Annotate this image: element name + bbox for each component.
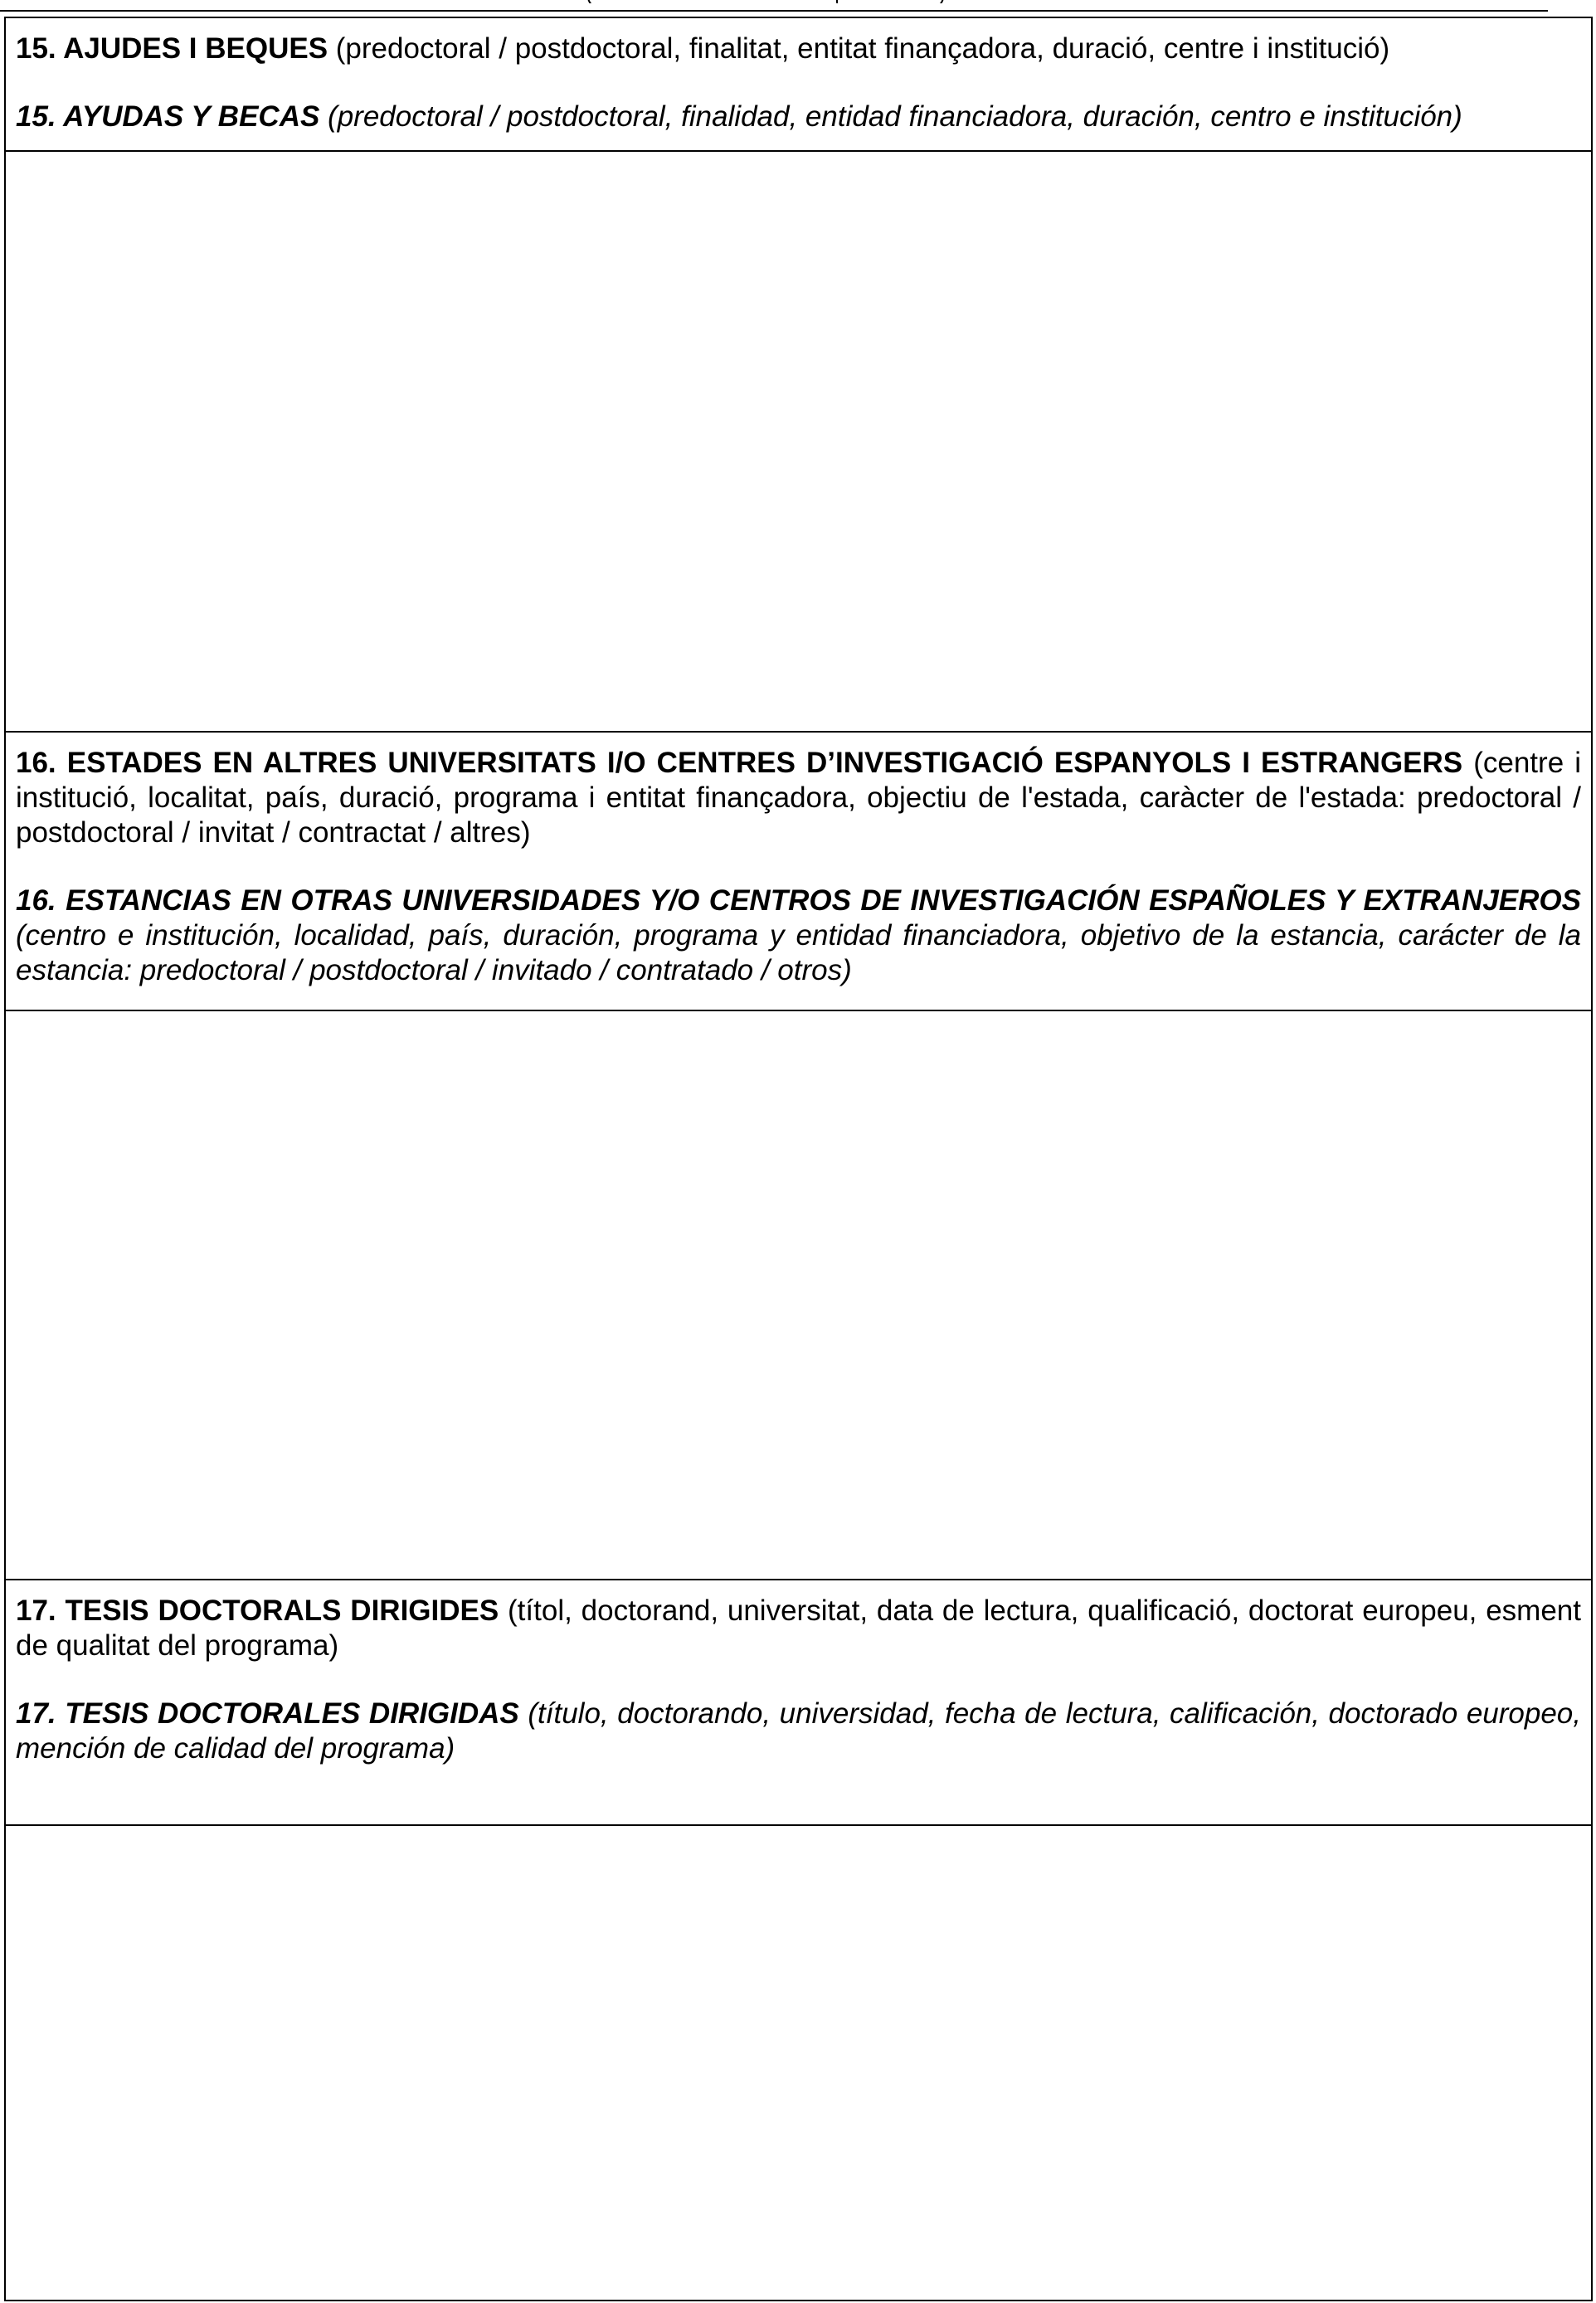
section-17-catalan-heading [16,1594,1581,1663]
section-17-spanish-heading [16,1697,1581,1766]
section-16-spanish-detail: (centro e institución, localidad, país, duración, programa y entidad financiadora, objetivo de la estancia, carácter de la estancia: predoctoral / postdoctoral / invitado / contratado / otros) [16,919,1581,986]
section-16-spanish-title: 16. ESTANCIAS EN OTRAS UNIVERSIDADES Y/O CENTROS DE INVESTIGACIÓN ESPAÑOLES Y EXTRANJEROS [16,884,1581,917]
section-16-catalan-detail: (centre i institució, localitat, país, duració, programa i entitat finançadora, objectiu de l'estada, caràcter de l'estada: predoctoral / postdoctoral / invitat / contractat / altres) [16,747,1582,849]
section-15-catalan-detail: (predoctoral / postdoctoral, finalitat, entitat finançadora, duració, centre i institució) [328,32,1390,65]
section-16-catalan-title: 16. ESTADES EN ALTRES UNIVERSITATS I/O CENTRES D’INVESTIGACIÓ ESPANYOLS I ESTRANGERS [16,747,1463,779]
section-17-answer-area[interactable] [6,1826,1591,2300]
previous-section-fragment [587,0,944,3]
section-15-catalan-heading [16,32,1581,66]
section-16-catalan-heading [16,746,1581,850]
section-17-spanish-detail: (título, doctorando, universidad, fecha de lectura, calificación, doctorado europeo, mención de calidad del programa) [16,1697,1581,1765]
section-16-answer-area[interactable] [6,1011,1591,1580]
section-17-catalan-detail: (títol, doctorand, universitat, data de lectura, qualificació, doctorat europeu, esment de qualitat del programa) [16,1595,1581,1662]
previous-section-rule [0,10,1548,12]
section-17-header [6,1580,1591,1826]
section-15-catalan-title: 15. AJUDES I BEQUES [16,32,328,65]
section-15-answer-area[interactable] [6,152,1591,733]
section-15-spanish-heading [16,100,1581,134]
form-table [4,17,1593,2301]
section-15-header [6,18,1591,152]
section-17-catalan-title: 17. TESIS DOCTORALS DIRIGIDES [16,1595,499,1627]
section-16-header [6,733,1591,1011]
section-16-spanish-heading [16,884,1581,988]
section-15-spanish-detail: (predoctoral / postdoctoral, finalidad, entidad financiadora, duración, centro e institución) [319,100,1462,133]
section-17-spanish-title: 17. TESIS DOCTORALES DIRIGIDAS [16,1697,519,1730]
section-15-spanish-title: 15. AYUDAS Y BECAS [16,100,320,133]
